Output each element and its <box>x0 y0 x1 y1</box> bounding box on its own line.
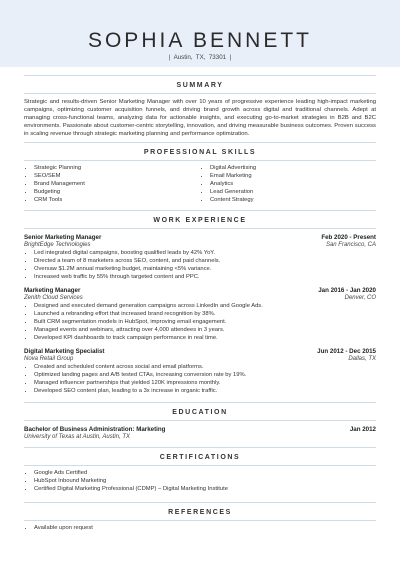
resume-body <box>0 75 400 533</box>
job-company: Zenith Cloud Services <box>24 294 83 301</box>
school: University of Texas at Austin, Austin, TX <box>24 433 131 440</box>
skill-item: • CRM Tools <box>34 197 200 205</box>
contact-line: | Austin, TX, 73301 | <box>168 54 232 61</box>
candidate-name: SOPHIA BENNETT <box>87 29 313 52</box>
divider <box>24 93 376 94</box>
skill-item: • Strategic Planning <box>34 165 200 173</box>
certification-item: • Google Ads Certified <box>34 470 376 478</box>
skill-item: • Email Marketing <box>210 173 376 181</box>
education-entry <box>24 426 376 442</box>
certification-item: • Certified Digital Marketing Professional (CDMP) – Digital Marketing Institute <box>34 486 376 494</box>
job-entry <box>24 348 376 396</box>
summary-text: Strategic and results-driven Senior Marketing Manager with over 10 years of progressive experience leading high-impact marketing campaigns, optimizing customer acquisition funnels, and driving brand growth across digital and traditional channels. Adept at managing cross-functional teams, analyzing data for actionable insights, and executing go-to-market strategies in B2B and B2C environments. Passionate about customer-centric storytelling, innovation, and driving measurable business outcomes. Proven success in scaling revenue through strategic marketing planning and performance optimization. <box>24 99 376 137</box>
divider <box>24 520 376 521</box>
job-bullet: • Increased web traffic by 55% through targeted content and PPC. <box>34 274 376 282</box>
resume-header <box>0 0 400 67</box>
divider <box>24 142 376 143</box>
job-dates: Jun 2012 - Dec 2015 <box>317 347 376 355</box>
skill-item: • Digital Advertising <box>210 165 376 173</box>
job-bullet: • Managed influencer partnerships that yielded 120K impressions monthly. <box>34 380 376 388</box>
divider <box>24 75 376 76</box>
divider <box>24 447 376 448</box>
education-heading: EDUCATION <box>172 408 228 416</box>
job-title: Senior Marketing Manager <box>24 233 102 241</box>
references-heading: REFERENCES <box>168 509 232 517</box>
divider <box>24 160 376 161</box>
job-dates: Jan 2016 - Jan 2020 <box>318 286 376 294</box>
references-list <box>24 525 376 533</box>
certifications-list <box>24 470 376 494</box>
job-location: San Francisco, CA <box>325 241 376 248</box>
certifications-heading: CERTIFICATIONS <box>159 454 241 462</box>
job-bullet: • Optimized landing pages and A/B tested CTAs, increasing conversion rate by 19%. <box>34 372 376 380</box>
job-company: Nova Retail Group <box>24 355 74 362</box>
graduation-date: Jan 2012 <box>349 425 376 433</box>
divider <box>24 465 376 466</box>
job-bullet: • Developed SEO content plan, leading to a 3x increase in organic traffic. <box>34 388 376 396</box>
job-bullet: • Designed and executed demand generation campaigns across LinkedIn and Google Ads. <box>34 303 376 311</box>
reference-item: • Available upon request <box>34 525 376 533</box>
certification-item: • HubSpot Inbound Marketing <box>34 478 376 486</box>
job-dates: Feb 2020 - Present <box>321 233 376 241</box>
job-entry <box>24 287 376 343</box>
job-bullet: • Developed KPI dashboards to track campaign performance in real time. <box>34 335 376 343</box>
skills-heading: PROFESSIONAL SKILLS <box>143 149 257 156</box>
experience-heading: WORK EXPERIENCE <box>153 216 247 224</box>
skill-item: • Analytics <box>210 181 376 189</box>
job-bullet: • Created and scheduled content across social and email platforms. <box>34 364 376 372</box>
divider <box>24 502 376 503</box>
job-bullet: • Built CRM segmentation models in HubSpot, improving email engagement. <box>34 319 376 327</box>
skill-item: • Budgeting <box>34 189 200 197</box>
skill-item: • Content Strategy <box>210 197 376 205</box>
divider <box>24 402 376 403</box>
skill-item: • Brand Management <box>34 181 200 189</box>
job-entry <box>24 234 376 282</box>
divider <box>24 420 376 421</box>
divider <box>24 210 376 211</box>
skills-list <box>24 165 376 205</box>
skills-column-right <box>200 165 376 205</box>
job-bullet: • Launched a rebranding effort that increased brand recognition by 38%. <box>34 311 376 319</box>
job-company: BrightEdge Technologies <box>24 241 91 248</box>
job-location: Denver, CO <box>344 294 376 301</box>
skill-item: • SEO/SEM <box>34 173 200 181</box>
skills-column-left <box>24 165 200 205</box>
job-title: Marketing Manager <box>24 286 81 294</box>
divider <box>24 228 376 229</box>
job-bullet: • Directed a team of 8 marketers across SEO, content, and paid channels. <box>34 258 376 266</box>
summary-heading: SUMMARY <box>176 82 224 89</box>
job-location: Dallas, TX <box>348 355 376 362</box>
degree: Bachelor of Business Administration: Marketing <box>24 425 166 433</box>
job-title: Digital Marketing Specialist <box>24 347 105 355</box>
job-bullet: • Led integrated digital campaigns, boosting qualified leads by 42% YoY. <box>34 250 376 258</box>
job-bullet: • Oversaw $1.2M annual marketing budget, maintaining <5% variance. <box>34 266 376 274</box>
job-bullet: • Managed events and webinars, attracting over 4,000 attendees in 3 years. <box>34 327 376 335</box>
skill-item: • Lead Generation <box>210 189 376 197</box>
